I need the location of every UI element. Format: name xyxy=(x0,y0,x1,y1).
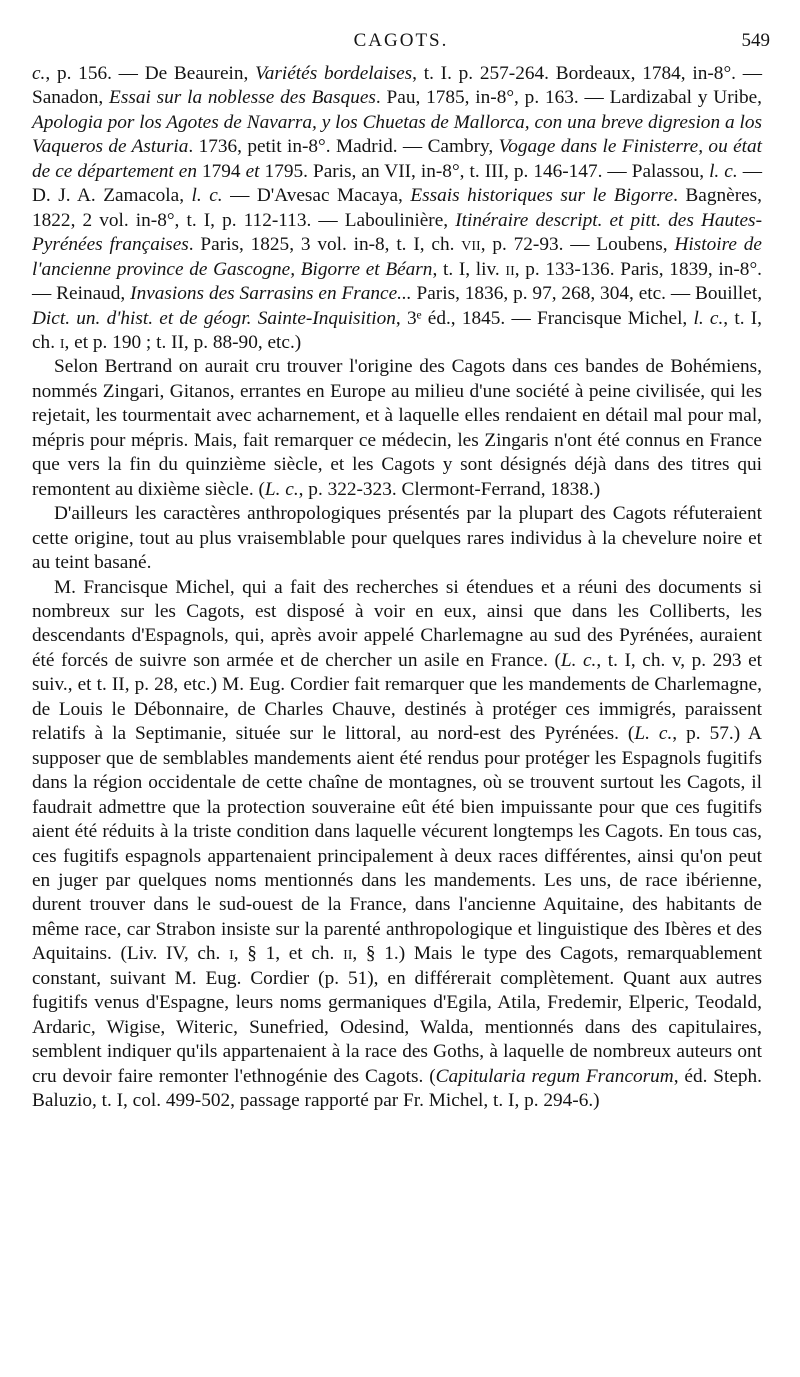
text-run: , t. I, ch. v, p. 293 et suiv., et t. II, p. 28, etc.) M. Eug. Cordier fait remarquer que les mandements de Charlemagne, de Louis le Débonnaire, de Charles Chauve, destinés à protéger ces immigrés, paraissent relatifs à la Septimanie, située sur le littoral, au nord-est des Pyrénées. ( xyxy=(32,649,763,745)
text-run: , p. 322-323. Clermont-Ferrand, 1838.) xyxy=(298,478,601,500)
text-run: — D. J. A. Zamacola, xyxy=(32,160,762,207)
text-run: 1794 xyxy=(196,160,246,182)
text-run: . Bagnères, 1822, 2 vol. in-8°, t. I, p. 112-113. — Laboulinière, xyxy=(32,185,762,231)
page-number: 549 xyxy=(741,30,770,51)
paragraph xyxy=(32,576,762,1114)
text-run: Selon Bertrand on aurait cru trouver l'origine des Cagots dans ces bandes de Bohémiens, nommés Zingari, Gitanos, errantes en Europe au milieu d'une société à peine civilisée, qui les rejetait, les tourmentait avec acharnement, et à laquelle elles rendaient en détail mal pour mal, mépris pour mépris. Mais, fait remarquer ce médecin, les Zingaris n'ont été connus en France que vers la fin du quinzième siècle, et les Cagots y sont désignés déjà dans des titres qui remontent au dixième siècle. ( xyxy=(32,356,762,500)
text-run: , p. 57.) A supposer que de semblables mandements aient été rendus pour protéger les Espagnols fugitifs dans la région occidentale de cette chaîne de montagnes, où se trouvent surtout les Cagots, il faudrait admettre que la protection souveraine eût été bien impuissante pour que ces fugitifs aient été réduits à la triste condition dans laquelle vécurent longtemps les Cagots. En tous cas, ces fugitifs espagnols appartenaient principalement à deux races différentes, ainsi qu'on peut en juger par quelques noms mentionnés dans les mandements. Les uns, de race ibérienne, durent trouver dans le sud-ouest de la France, dans l'ancienne Aquitaine, des habitants de même race, car Strabon insiste sur la parenté anthropologique et linguistique des Ibères et des Aquitains. (Liv. IV, ch. xyxy=(32,723,762,965)
text-run: , p. 72-93. — Loubens, xyxy=(480,234,675,256)
italic-text: l. c. xyxy=(693,307,724,329)
text-run: 1795. Paris, an VII, in-8°, t. III, p. 146-147. — Palassou, xyxy=(259,160,710,182)
text-run: . 1736, petit in-8°. Madrid. — Cambry, xyxy=(188,136,499,158)
text-run: , éd. Steph. Baluzio, t. I, col. 499-502, passage rapporté par Fr. Michel, t. I, p. 294-6.) xyxy=(32,1065,762,1112)
italic-text: c. xyxy=(32,63,46,84)
text-run: M. Francisque Michel, qui a fait des recherches si étendues et a réuni des documents si nombreux sur les Cagots, est disposé à voir en eux, ainsi que dans les Colliberts, les descendants d'Espagnols, qui, après avoir appelé Charlemagne au sud des Pyrénées, auraient été forcés de suivre son armée et de chercher un asile en France. ( xyxy=(32,576,762,671)
text-run: , et p. 190 ; t. II, p. 88-90, etc.) xyxy=(64,331,302,353)
italic-text: Vogage dans le Finisterre, ou état de ce département en xyxy=(32,136,762,182)
paragraph xyxy=(32,355,762,502)
text-run: Paris, 1836, p. 97, 268, 304, etc. — Bouillet, xyxy=(411,283,763,305)
small-caps-text: vii xyxy=(461,234,481,256)
italic-text: l. c. xyxy=(191,185,223,207)
text-run: . Pau, 1785, in-8°, p. 163. — Lardizabal y Uribe, xyxy=(375,87,763,109)
text-run: , § 1.) Mais le type des Cagots, remarquablement constant, suivant M. Eug. Cordier (p. 51), en différerait complètement. Quant aux autres fugitifs venus d'Espagne, leurs noms germaniques d'Egila, Atila, Fredemir, Elperic, Teodald, Ardaric, Wigise, Witeric, Sunefried, Odesind, Walda, mentionnés dans des capitulaires, semblent indiquer qu'ils appartenaient à la race des Goths, à laquelle de nombreux auteurs ont cru devoir faire remonter l'ethnogénie des Cagots. ( xyxy=(32,943,762,1087)
italic-text: L. c. xyxy=(634,723,673,745)
italic-text: et xyxy=(245,160,260,182)
italic-text: L. c. xyxy=(560,649,597,671)
text-run: , p. 156. — De Beaurein, xyxy=(45,63,256,84)
italic-text: Variétés bordelaises xyxy=(255,63,413,84)
running-title: CAGOTS. xyxy=(353,30,449,51)
text-run: , t. I, liv. xyxy=(432,258,506,280)
text-run: D'ailleurs les caractères anthropologiques présentés par la plupart des Cagots réfuteraient cette origine, tout au plus vraisemblable pour quelques rares individus à la chevelure noire et au teint basané. xyxy=(32,503,762,574)
text-run: , p. 133-136. Paris, 1839, in-8°. — Reinaud, xyxy=(32,258,762,305)
italic-text: L. c. xyxy=(264,478,299,500)
italic-text: l. c. xyxy=(709,160,738,182)
text-run: , 3ᵉ éd., 1845. — Francisque Michel, xyxy=(395,307,694,329)
small-caps-text: ii xyxy=(343,943,353,965)
text-run: . Paris, 1825, 3 vol. in-8, t. I, ch. xyxy=(188,234,462,256)
italic-text: Essai sur la noblesse des Basques xyxy=(109,87,376,109)
italic-text: Dict. un. d'hist. et de géogr. Sainte-Inquisition xyxy=(32,307,396,329)
paragraph xyxy=(32,62,762,355)
italic-text: Histoire de l'ancienne province de Gascogne, Bigorre et Béarn xyxy=(32,234,762,280)
small-caps-text: ii xyxy=(505,258,515,280)
body-text xyxy=(32,62,762,1113)
italic-text: Invasions des Sarrasins en France... xyxy=(130,283,412,305)
text-run: — D'Avesac Macaya, xyxy=(222,185,411,207)
running-head xyxy=(32,30,770,54)
italic-text: Essais historiques sur le Bigorre xyxy=(410,185,674,207)
small-caps-text: i xyxy=(59,331,65,353)
italic-text: Itinéraire descript. et pitt. des Hautes-Pyrénées françaises xyxy=(32,209,762,256)
italic-text: Apologia por los Agotes de Navarra, y los Chuetas de Mallorca, con una breve digresion a los Vaqueros de Asturia xyxy=(32,111,762,158)
text-run: , § 1, et ch. xyxy=(233,943,344,965)
text-run: , t. I. p. 257-264. Bordeaux, 1784, in-8°. — Sanadon, xyxy=(32,63,763,109)
small-caps-text: i xyxy=(229,943,234,965)
text-run: , t. I, ch. xyxy=(32,307,762,353)
paragraph xyxy=(32,502,762,575)
italic-text: Capitularia regum Francorum xyxy=(435,1065,674,1087)
